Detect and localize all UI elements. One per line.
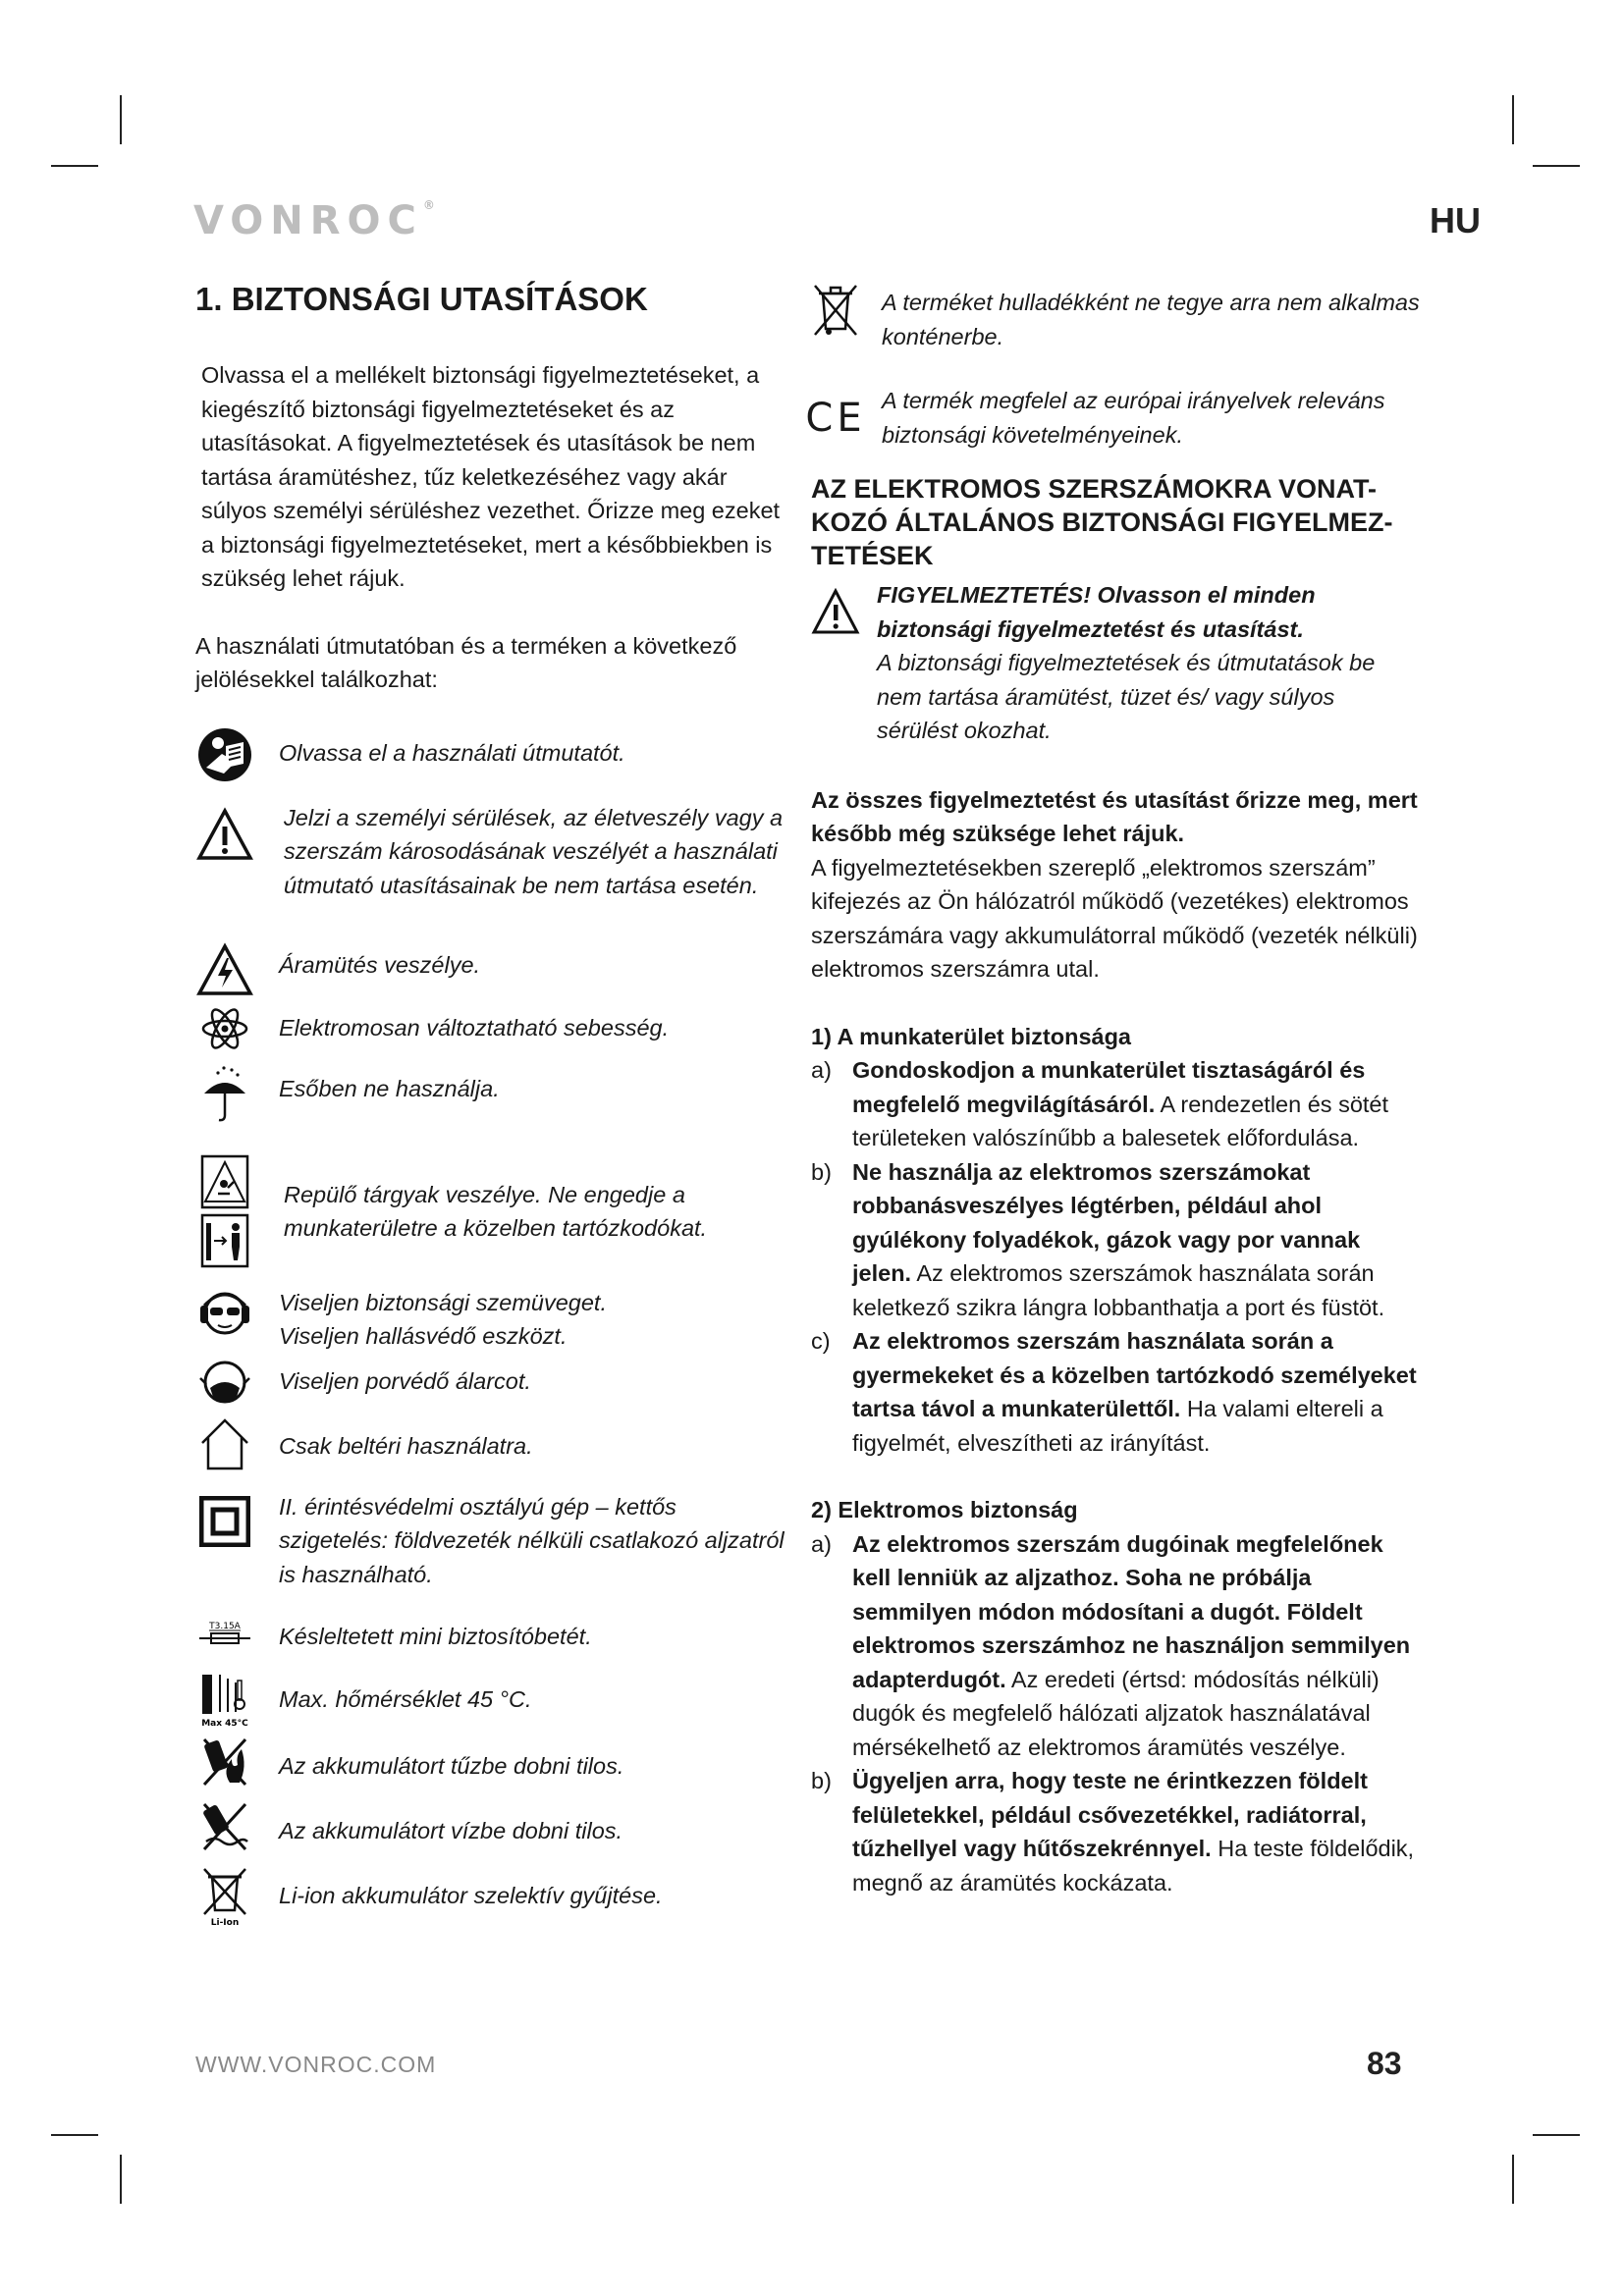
intro-paragraph: Olvassa el a mellékelt biztonsági figyelmeztetéseket, a kiegészítő biztonsági figyelmeztetéseket és az utasításokat. A figyelmeztetések és utasítások be nem tartása áramütéshez, tűz keletkezéséhez vagy akár súlyos személyi sérüléshez vezethet. Őrizze meg ezeket a biztonsági figyelmeztetéseket, mert a későbbiekben is szükség lehet rájuk. <box>201 362 781 591</box>
language-code: HU <box>1430 200 1481 240</box>
list-bold: Az elektromos szerszám dugóinak megfelelőnek kell lenniük az aljzathoz. Soha ne próbálja semmilyen módon módosítani a dugót. Földelt elektromos szerszámhoz ne használjon semmilyen adapterdugót. <box>852 1530 1411 1692</box>
ce-row <box>805 378 1420 468</box>
section-1-list <box>811 1053 1420 1460</box>
symbol-row <box>195 1682 785 1749</box>
right-column <box>805 280 1420 1899</box>
dust-mask-icon <box>195 1364 254 1410</box>
crop-mark <box>1533 2134 1580 2136</box>
symbol-text: Áramütés veszélye. <box>279 951 481 978</box>
weee-row <box>811 280 1420 378</box>
list-plain: Ha valami eltereli a figyelmét, elveszítheti az irányítást. <box>852 1396 1383 1456</box>
brand-logo: VONROC® <box>193 198 435 243</box>
symbol-row <box>195 948 785 1011</box>
list-text <box>852 1155 1420 1325</box>
symbol-text: Az akkumulátort vízbe dobni tilos. <box>279 1817 623 1843</box>
list-letter: a) <box>811 1057 832 1083</box>
symbol-row <box>195 1429 785 1490</box>
list-text <box>852 1053 1420 1155</box>
symbol-text: Késleltetett mini biztosítóbetét. <box>279 1623 592 1649</box>
fuse-icon <box>195 1620 254 1649</box>
crop-mark <box>51 165 98 167</box>
crop-mark <box>120 95 122 144</box>
symbol-text: Max. hőmérséklet 45 °C. <box>279 1685 532 1712</box>
max-temperature-icon <box>195 1682 254 1730</box>
list-bold: Ne használja az elektromos szerszámokat robbanásveszélyes légtérben, például ahol gyúlékony folyadékok, gázok vagy por vannak jelen. <box>852 1158 1361 1286</box>
symbol-list <box>195 726 785 1944</box>
list-bold: Gondoskodjon a munkaterület tisztaságáról és megfelelő megvilágításáról. <box>852 1057 1366 1117</box>
list-text <box>852 1764 1420 1899</box>
crop-mark <box>120 2155 122 2204</box>
symbol-row <box>195 1072 785 1154</box>
symbol-text: Viseljen porvédő álarcot. <box>279 1367 531 1394</box>
warning-text: A biztonsági figyelmeztetések és útmutatások be nem tartása áramütést, tüzet és/ vagy súlyos sérülést okozhat. <box>877 650 1376 743</box>
list-letter: c) <box>811 1328 831 1354</box>
symbol-row <box>195 726 785 801</box>
list-item <box>811 1764 1420 1899</box>
list-text <box>852 1527 1420 1765</box>
li-ion-recycle-icon <box>195 1879 254 1928</box>
symbol-row <box>195 1490 785 1620</box>
indoor-use-icon <box>195 1429 254 1470</box>
symbol-row <box>195 1011 785 1072</box>
symbols-intro: A használati útmutatóban és a terméken a következő jelölésekkel találkozhat: <box>195 632 737 692</box>
symbol-text: Viseljen biztonsági szemüveget. Viseljen hallásvédő eszközt. <box>279 1289 607 1349</box>
crop-mark <box>51 2134 98 2136</box>
warning-triangle-icon <box>811 578 860 635</box>
symbol-row <box>195 1749 785 1814</box>
list-letter: a) <box>811 1530 832 1557</box>
section-1-title: 1) A munkaterület biztonsága <box>811 1023 1132 1049</box>
symbol-text: Elektromosan változtatható sebesség. <box>279 1014 670 1041</box>
no-water-battery-icon <box>195 1814 254 1853</box>
variable-speed-icon <box>195 1011 254 1050</box>
electric-shock-icon <box>195 948 254 997</box>
list-item <box>811 1527 1420 1765</box>
symbol-row <box>195 1620 785 1682</box>
no-fire-battery-icon <box>195 1749 254 1789</box>
section-title: AZ ELEKTROMOS SZERSZÁMOKRA VONAT-KOZÓ ÁLTALÁNOS BIZTONSÁGI FIGYELMEZ-TETÉSEK <box>811 474 1393 570</box>
list-plain: A rendezetlen és sötét területeken valószínűbb a balesetek előfordulása. <box>852 1091 1389 1150</box>
warning-row <box>811 578 1420 748</box>
symbol-text: Li-ion akkumulátor szelektív gyűjtése. <box>279 1882 663 1908</box>
fuse-label: T3.15A <box>209 1621 241 1631</box>
symbol-row <box>195 801 785 948</box>
crop-mark <box>1512 95 1514 144</box>
list-plain: Ha teste földelődik, megnő az áramütés kockázata. <box>852 1836 1415 1896</box>
list-bold: Ügyeljen arra, hogy teste ne érintkezzen földelt felületekkel, például csővezetékkel, radiátorral, tűzhellyel vagy hűtőszekrénnyel. <box>852 1768 1368 1861</box>
left-column <box>195 280 785 1944</box>
temperature-label: Max 45°C <box>201 1718 248 1729</box>
symbol-text: II. érintésvédelmi osztályú gép – kettős szigetelés: földvezeték nélküli csatlakozó aljzatról is használható. <box>279 1493 785 1587</box>
symbol-text: Az akkumulátort tűzbe dobni tilos. <box>279 1752 624 1779</box>
list-bold: Az elektromos szerszám használata során a gyermekeket és a közelben tartózkodó személyeket tartsa távol a munkaterülettől. <box>852 1328 1417 1421</box>
list-letter: b) <box>811 1768 832 1793</box>
footer-url: WWW.VONROC.COM <box>195 2052 437 2077</box>
symbol-text: Olvassa el a használati útmutatót. <box>279 739 625 766</box>
ce-text: A termék megfelel az európai irányelvek releváns biztonsági követelményeinek. <box>882 388 1385 448</box>
list-text <box>852 1324 1420 1460</box>
no-rain-icon <box>195 1072 254 1125</box>
list-plain: Az elektromos szerszámok használata során keletkező szikra lángra lobbanthatja a port és füstöt. <box>852 1260 1385 1320</box>
double-insulation-icon <box>195 1490 254 1547</box>
list-item <box>811 1155 1420 1325</box>
weee-text: A terméket hulladékként ne tegye arra nem alkalmas konténerbe. <box>882 290 1420 349</box>
symbol-text: Repülő tárgyak veszélye. Ne engedje a munkaterületre a közelben tartózkodókat. <box>284 1181 708 1241</box>
page-title: 1. BIZTONSÁGI UTASÍTÁSOK <box>195 281 648 317</box>
warning-block <box>860 578 1420 748</box>
symbol-row <box>195 1286 785 1364</box>
symbol-row <box>195 1814 785 1879</box>
keep-warnings-bold: Az összes figyelmeztetést és utasítást őrizze meg, mert később még szüksége lehet rájuk. <box>811 786 1418 846</box>
weee-bin-icon <box>811 280 860 339</box>
ce-mark-icon <box>805 378 866 441</box>
page-number: 83 <box>1367 2046 1402 2081</box>
li-ion-label: Li-Ion <box>210 1917 240 1928</box>
read-manual-icon <box>195 726 254 783</box>
symbol-row <box>195 1154 785 1286</box>
crop-mark <box>1533 165 1580 167</box>
warning-bold: FIGYELMEZTETÉS! Olvasson el minden biztonsági figyelmeztetést és utasítást. <box>877 582 1316 642</box>
list-item <box>811 1324 1420 1460</box>
ce-mark-text: CE <box>805 396 866 441</box>
symbol-text: Jelzi a személyi sérülések, az életveszély vagy a szerszám károsodásának veszélyét a használati útmutató utasításainak be nem tartása esetén. <box>284 804 784 898</box>
crop-mark <box>1512 2155 1514 2204</box>
list-plain: Az eredeti (értsd: módosítás nélküli) dugók és megfelelő hálózati aljzatok használatával mérsékelhető az elektromos áramütés veszélye. <box>852 1666 1380 1760</box>
symbol-row <box>195 1364 785 1429</box>
goggles-ear-protection-icon <box>195 1286 254 1339</box>
section-2-title: 2) Elektromos biztonság <box>811 1497 1078 1522</box>
symbol-text: Esőben ne használja. <box>279 1075 500 1101</box>
list-letter: b) <box>811 1158 832 1185</box>
warning-triangle-icon <box>195 801 254 862</box>
symbol-text: Csak beltéri használatra. <box>279 1432 533 1459</box>
list-item <box>811 1053 1420 1155</box>
section-2-list <box>811 1527 1420 1900</box>
flying-objects-icon <box>195 1154 254 1268</box>
symbol-row <box>195 1879 785 1944</box>
keep-warnings-text: A figyelmeztetésekben szereplő „elektromos szerszám” kifejezés az Ön hálózatról működő (vezetékes) elektromos szerszámára vagy akkumulátorral működő (vezeték nélküli) elektromos szerszámra utal. <box>811 854 1418 982</box>
